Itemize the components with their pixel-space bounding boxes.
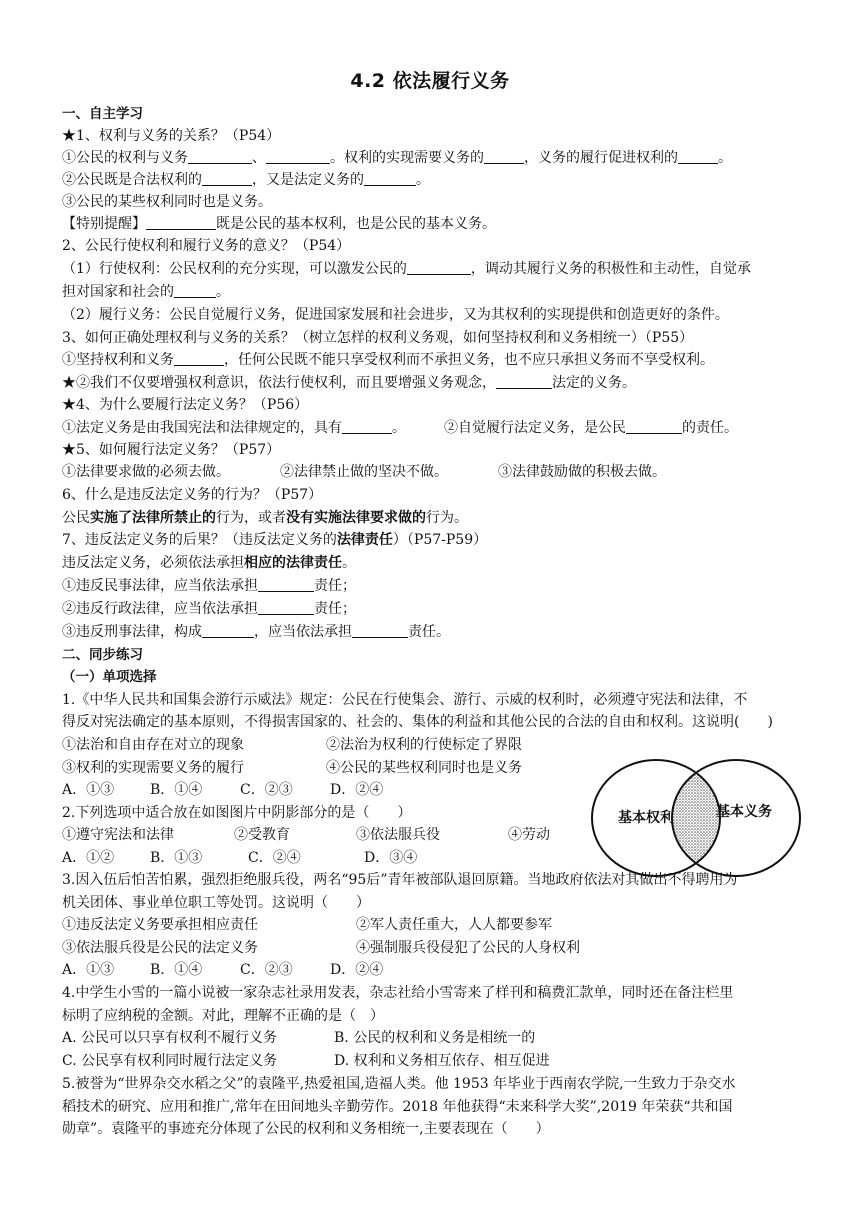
question-5-heading: ★5、如何履行法定义务？（P57）: [62, 442, 281, 458]
question-6-heading: 6、什么是违反法定义务的行为？（P57）: [62, 487, 323, 503]
choice-a[interactable]: A. 公民可以只享有权利不履行义务: [62, 1030, 278, 1046]
fill-blank: [258, 600, 314, 615]
fill-blank: [188, 149, 252, 164]
choice-d[interactable]: D. 权利和义务相互依存、相互促进: [334, 1053, 550, 1069]
fill-blank: [258, 577, 314, 592]
question-5-options: ①法律要求做的必须去做。 ②法律禁止做的坚决不做。 ③法律鼓励做的积极去做。: [62, 464, 666, 480]
question-1-heading: ★1、权利与义务的关系？（P54）: [62, 128, 281, 144]
choice-a[interactable]: A．①②: [62, 850, 115, 866]
fill-blank: [407, 260, 471, 275]
venn-diagram: [586, 756, 806, 880]
choice-d[interactable]: D．②④: [330, 782, 384, 798]
fill-blank: [202, 623, 254, 638]
section-heading-self-study: 一、自主学习: [62, 106, 143, 122]
fill-blank: [484, 149, 524, 164]
question-6-answer: 公民实施了法律所禁止的行为，或者没有实施法律要求做的行为。: [62, 510, 468, 526]
venn-left-label: 基本权利: [618, 810, 674, 826]
subsection-heading-single-choice: （一）单项选择: [62, 669, 157, 685]
exercise-5-stem-line-1: 5.被誉为“世界杂交水稻之父”的袁隆平,热爱祖国,造福人类。他 1953 年毕业于西南农学院,一生致力于杂交水: [62, 1076, 736, 1092]
exercise-1-choices: [62, 780, 462, 800]
choice-a[interactable]: A．①③: [62, 782, 115, 798]
question-3-line-2: ★②我们不仅要增强权利意识，依法行使权利，而且要增强义务观念， 法定的义务。: [62, 375, 636, 391]
question-7-heading: 7、违反法定义务的后果？（违反法定义务的法律责任）（P57-P59）: [62, 532, 488, 548]
choice-b[interactable]: B. 公民的权利和义务是相统一的: [334, 1030, 536, 1046]
question-1-line-1: ①公民的权利与义务 、 。权利的实现需要义务的 ，义务的履行促进权利的 。: [62, 150, 732, 166]
special-tip: 【特别提醒】 既是公民的基本权利，也是公民的基本义务。: [62, 216, 496, 232]
choice-c[interactable]: C．②③: [240, 782, 293, 798]
fill-blank: [266, 149, 330, 164]
choice-c[interactable]: C. 公民享有权利同时履行法定义务: [62, 1053, 278, 1069]
question-1-line-2: ②公民既是合法权利的 ，又是法定义务的 。: [62, 172, 430, 188]
exercise-2-stem: 2.下列选项中适合放在如图图片中阴影部分的是（ ）: [62, 805, 412, 821]
exercise-1-statements-row-2: ③权利的实现需要义务的履行 ④公民的某些权利同时也是义务: [62, 760, 522, 776]
exercise-5-stem-line-2: 稻技术的研究、应用和推广,常年在田间地头辛勤劳作。2018 年他获得“未来科学大奖”,2019 年荣获“共和国: [62, 1099, 733, 1115]
section-heading-practice: 二、同步练习: [62, 647, 143, 663]
fill-blank: [364, 171, 416, 186]
choice-d[interactable]: D．③④: [364, 850, 418, 866]
exercise-1-stem-line-2: 得反对宪法确定的基本原则，不得损害国家的、社会的、集体的利益和其他公民的合法的自由和权利。这说明( ): [62, 714, 773, 730]
question-3-line-1: ①坚持权利和义务 ，任何公民既不能只享受权利而不承担义务，也不应只承担义务而不享受权利。: [62, 352, 714, 368]
choice-c[interactable]: C．②④: [248, 850, 301, 866]
exercise-5-stem-line-3: 勋章”。袁隆平的事迹充分体现了公民的权利和义务相统一,主要表现在（ ）: [62, 1121, 550, 1137]
exercise-4-stem-line-2: 标明了应纳税的金额。对此，理解不正确的是（ ）: [62, 1008, 384, 1024]
question-2-line-1: （1）行使权利：公民权利的充分实现，可以激发公民的 ，调动其履行义务的积极性和主动性，自觉承: [62, 261, 751, 277]
fill-blank: [352, 623, 408, 638]
exercise-1-stem-line-1: 1.《中华人民共和国集会游行示威法》规定：公民在行使集会、游行、示威的权利时，必须遵守宪法和法律，不: [62, 692, 748, 708]
exercise-3-stem-line-2: 机关团体、事业单位职工等处罚。这说明（ ）: [62, 895, 370, 911]
choice-c[interactable]: C．②③: [240, 962, 293, 978]
fill-blank: [146, 215, 216, 230]
question-2-heading: 2、公民行使权利和履行义务的意义？（P54）: [62, 238, 351, 254]
exercise-4-stem-line-1: 4.中学生小雪的一篇小说被一家杂志社录用发表，杂志社给小雪寄来了样刊和稿费汇款单，同时还在备注栏里: [62, 985, 734, 1001]
choice-a[interactable]: A．①③: [62, 962, 115, 978]
exercise-4-choices-row-2: [62, 1051, 582, 1071]
page-title: 4.2 依法履行义务: [350, 70, 510, 92]
exercise-3-statements-row-2: ③依法服兵役是公民的法定义务 ④强制服兵役侵犯了公民的人身权利: [62, 940, 580, 956]
fill-blank: [626, 419, 682, 434]
exercise-3-choices: [62, 960, 462, 980]
question-3-heading: 3、如何正确处理权利与义务的关系？（树立怎样的权利义务观，如何坚持权利和义务相统一）（P55）: [62, 330, 694, 346]
question-7-line-1: 违反法定义务，必须依法承担相应的法律责任。: [62, 555, 356, 571]
question-4-heading: ★4、为什么要履行法定义务？（P56）: [62, 397, 309, 413]
question-1-line-3: ③公民的某些权利同时也是义务。: [62, 194, 272, 210]
choice-b[interactable]: B．①④: [150, 782, 203, 798]
fill-blank: [496, 374, 552, 389]
exercise-3-stem-line-1: 3.因入伍后怕苦怕累，强烈拒绝服兵役，两名“95后”青年被部队退回原籍。当地政府依法对其做出不得聘用为: [62, 872, 738, 888]
choice-b[interactable]: B．①④: [150, 962, 203, 978]
exercise-2-statements: ①遵守宪法和法律 ②受教育 ③依法服兵役 ④劳动: [62, 827, 550, 843]
exercise-2-choices: [62, 848, 462, 868]
venn-right-label: 基本义务: [716, 804, 772, 820]
question-7-line-4: ③违反刑事法律，构成 ，应当依法承担 责任。: [62, 624, 450, 640]
choice-b[interactable]: B．①③: [150, 850, 203, 866]
question-7-line-2: ①违反民事法律，应当依法承担 责任；: [62, 578, 356, 594]
fill-blank: [174, 283, 216, 298]
question-2-line-3: （2）履行义务：公民自觉履行义务，促进国家发展和社会进步，又为其权利的实现提供和创造更好的条件。: [62, 307, 729, 323]
fill-blank: [202, 171, 252, 186]
question-7-line-3: ②违反行政法律，应当依法承担 责任；: [62, 601, 356, 617]
fill-blank: [342, 419, 392, 434]
fill-blank: [174, 351, 224, 366]
fill-blank: [678, 149, 718, 164]
choice-d[interactable]: D．②④: [330, 962, 384, 978]
question-2-line-2: 担对国家和社会的 。: [62, 284, 230, 300]
exercise-3-statements-row-1: ①违反法定义务要承担相应责任 ②军人责任重大，人人都要参军: [62, 917, 552, 933]
question-4-line-1: ①法定义务是由我国宪法和法律规定的，具有 。 ②自觉履行法定义务，是公民 的责任。: [62, 420, 738, 436]
exercise-4-choices-row-1: [62, 1028, 582, 1048]
exercise-1-statements-row-1: ①法治和自由存在对立的现象 ②法治为权利的行使标定了界限: [62, 737, 522, 753]
